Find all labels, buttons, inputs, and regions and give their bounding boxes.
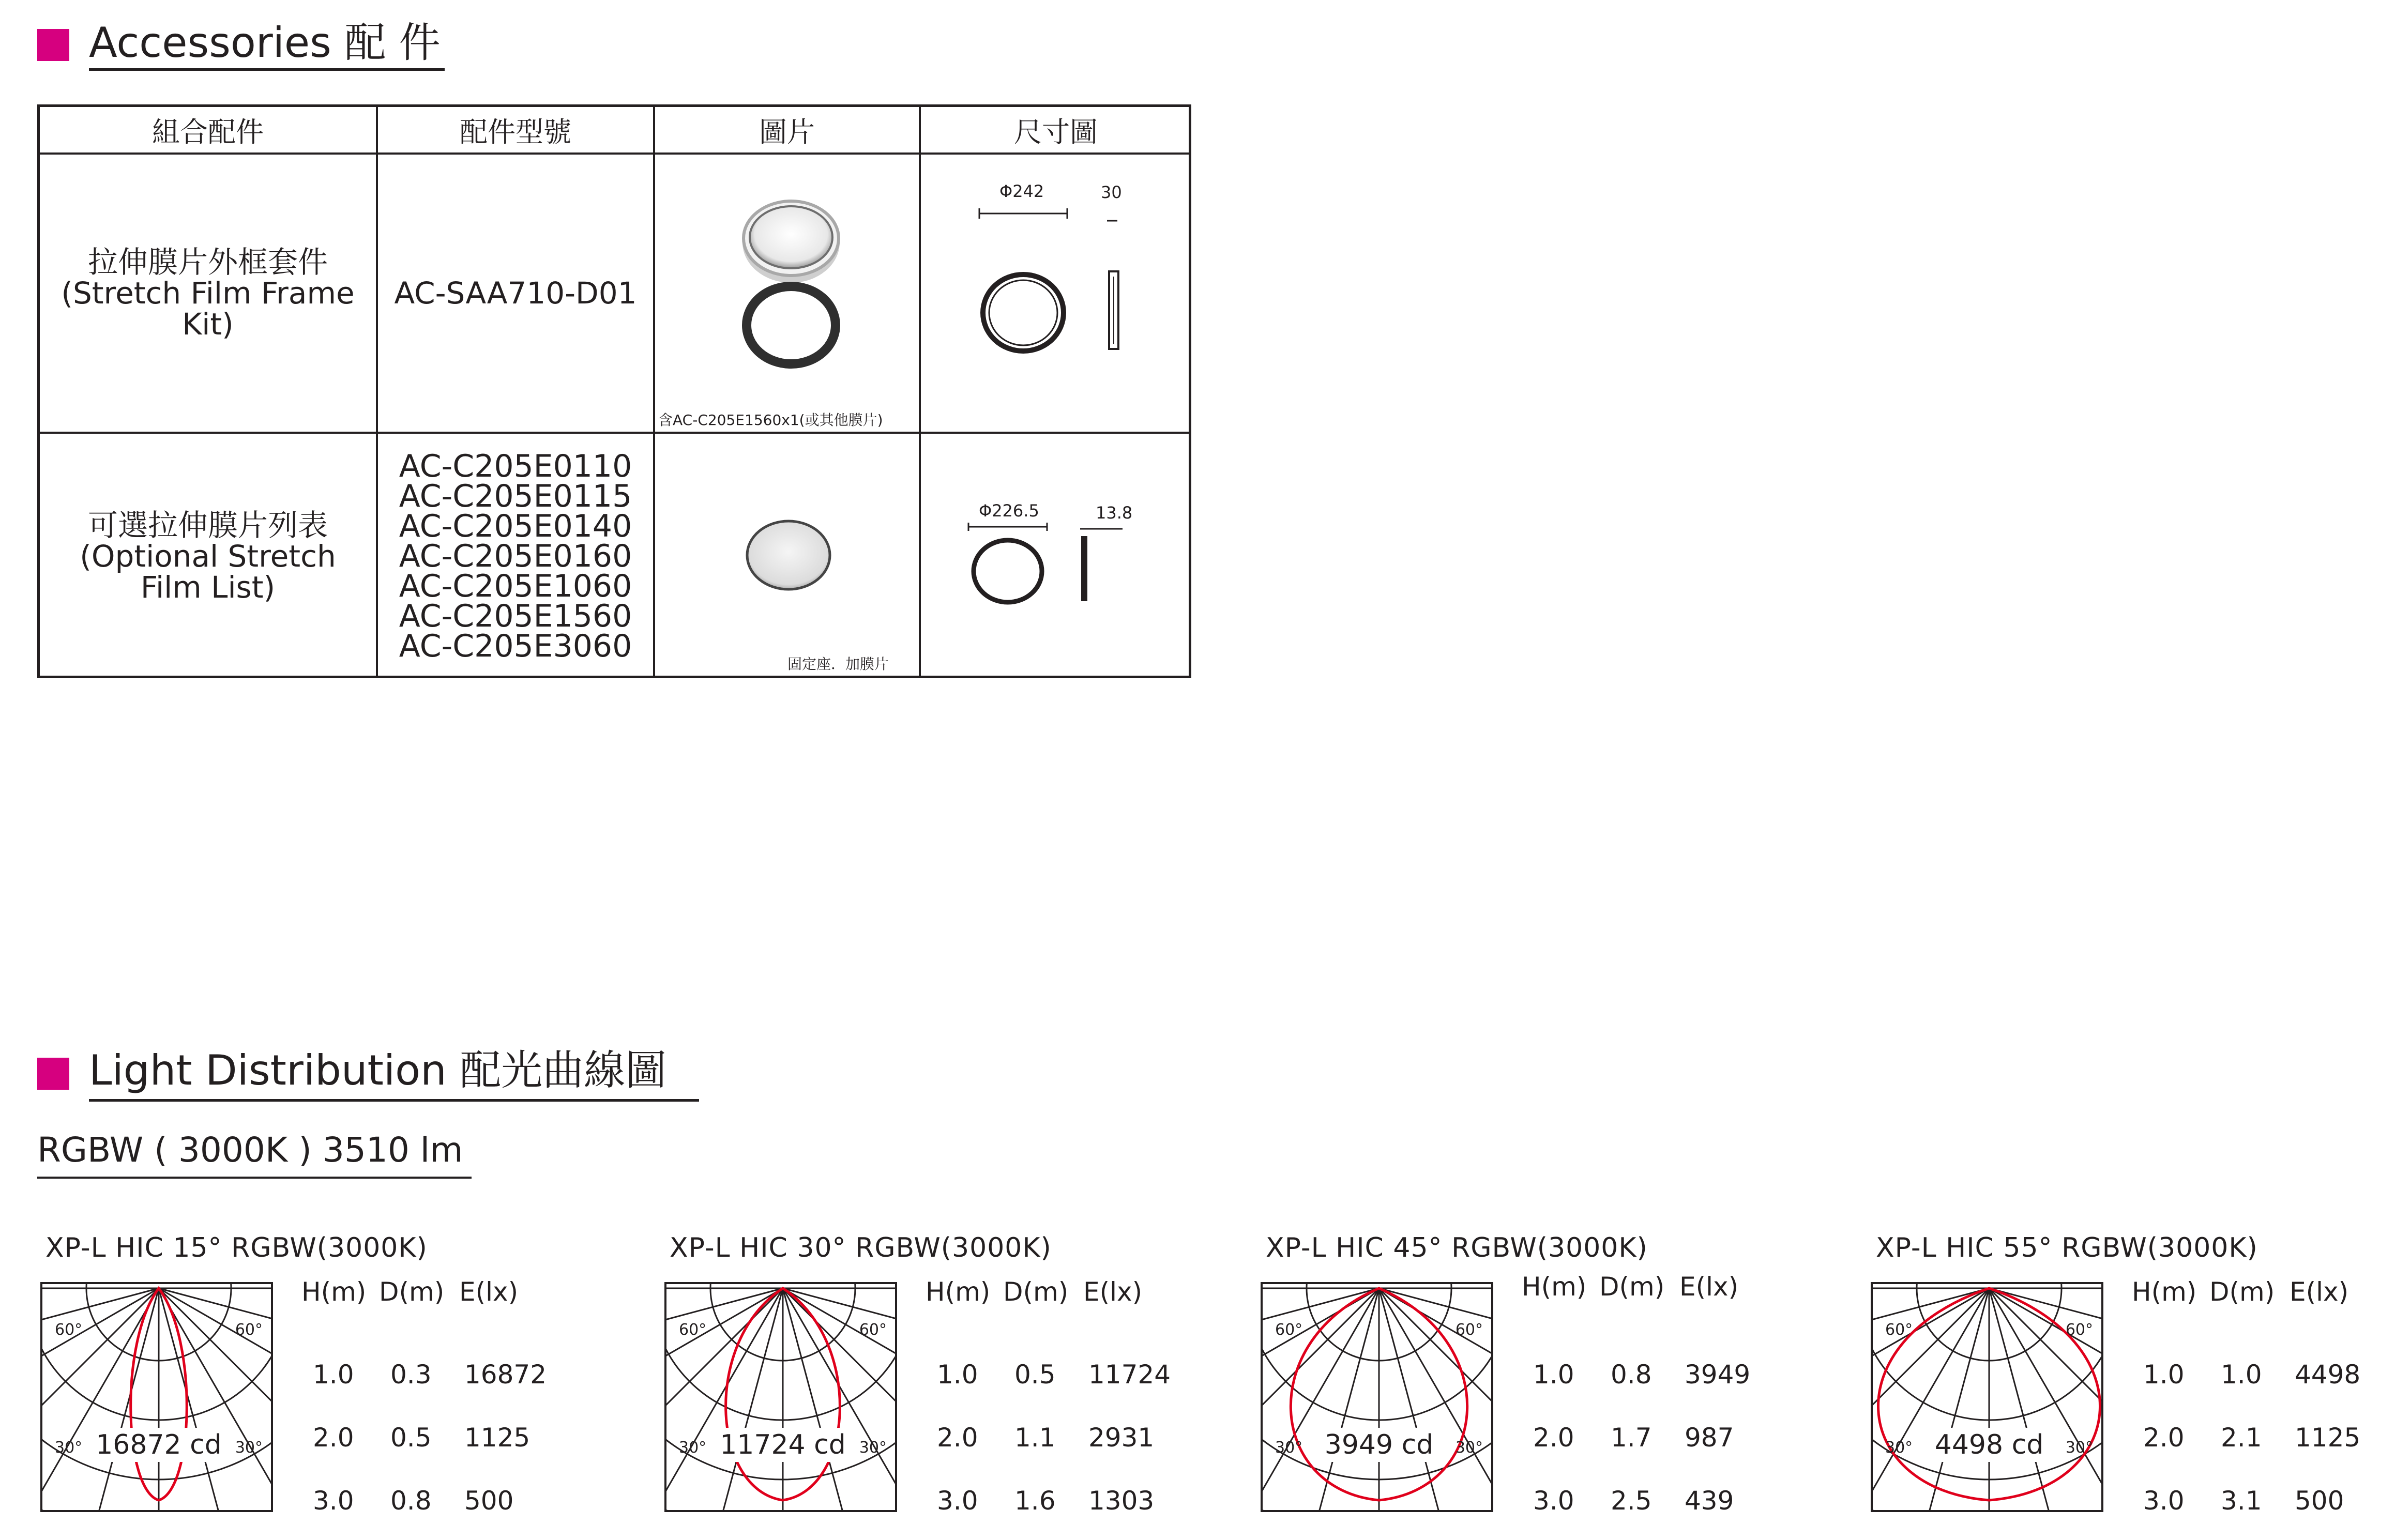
row2-picture bbox=[655, 434, 919, 678]
table-value: 3.0 bbox=[1533, 1486, 1574, 1516]
angle-label: 30° bbox=[1275, 1439, 1303, 1457]
chart-title: XP-L HIC 45° RGBW(3000K) bbox=[1266, 1232, 1648, 1263]
header-picture: 圖片 bbox=[759, 115, 815, 148]
table-value: 2.5 bbox=[1611, 1486, 1652, 1516]
chart-title: XP-L HIC 30° RGBW(3000K) bbox=[670, 1232, 1052, 1263]
peak-intensity-label: 11724 cd bbox=[720, 1429, 846, 1460]
row1-model: AC-SAA710-D01 bbox=[394, 276, 637, 311]
row2-name bbox=[40, 434, 376, 678]
model-item: AC-C205E1560 bbox=[399, 598, 632, 634]
table-value: 2931 bbox=[1088, 1423, 1155, 1453]
polar-grid-ring bbox=[1263, 1284, 1493, 1512]
row2-name-en: (Optional Stretch bbox=[80, 538, 336, 574]
row2-height-label: 13.8 bbox=[1096, 503, 1133, 523]
header-model: 配件型號 bbox=[460, 115, 571, 148]
polar-diagram bbox=[40, 1282, 273, 1512]
frame-kit-dimension-drawing bbox=[921, 155, 1191, 432]
light-distribution-title: Light Distribution 配光曲線圖 bbox=[89, 1046, 667, 1094]
angle-label: 30° bbox=[859, 1439, 887, 1457]
row2-name-en2: Film List) bbox=[140, 569, 276, 605]
table-value: 439 bbox=[1685, 1486, 1734, 1516]
stretch-film-image bbox=[655, 434, 919, 678]
column-header-illuminance: E(lx) bbox=[2290, 1277, 2349, 1307]
table-value: 500 bbox=[464, 1486, 514, 1516]
angle-label: 30° bbox=[1885, 1439, 1913, 1457]
column-header-distance: D(m) bbox=[2209, 1277, 2275, 1307]
row1-name-en: (Stretch Film Frame Kit) bbox=[61, 276, 355, 342]
table-value: 3.0 bbox=[313, 1486, 354, 1516]
table-value: 11724 bbox=[1088, 1360, 1171, 1390]
table-value: 0.5 bbox=[1014, 1360, 1056, 1390]
polar-grid-ring bbox=[42, 1284, 273, 1512]
chart-title: XP-L HIC 15° RGBW(3000K) bbox=[46, 1232, 428, 1263]
column-header-distance: D(m) bbox=[1003, 1277, 1069, 1307]
row2-models bbox=[378, 434, 653, 678]
angle-label: 60° bbox=[235, 1321, 263, 1339]
column-header-illuminance: E(lx) bbox=[459, 1277, 519, 1307]
row1-name bbox=[40, 155, 376, 432]
model-item: AC-C205E0140 bbox=[399, 508, 632, 544]
table-value: 1.1 bbox=[1014, 1423, 1056, 1453]
angle-label: 60° bbox=[679, 1321, 707, 1339]
column-header-height: H(m) bbox=[1522, 1272, 1587, 1302]
table-value: 2.0 bbox=[1533, 1423, 1574, 1453]
light-distribution-marker bbox=[37, 1058, 69, 1090]
table-value: 0.5 bbox=[390, 1423, 432, 1453]
stretch-film-dimension-drawing bbox=[921, 434, 1191, 678]
row1-diameter-label: Φ242 bbox=[999, 181, 1044, 201]
table-value: 3.0 bbox=[2143, 1486, 2185, 1516]
model-item: AC-C205E0115 bbox=[399, 478, 632, 514]
model-item: AC-C205E3060 bbox=[399, 628, 632, 664]
row2-picture-caption: 固定座．加膜片 bbox=[787, 655, 889, 673]
row2-diameter-label: Φ226.5 bbox=[979, 501, 1039, 521]
polar-grid-ring bbox=[1263, 1284, 1493, 1420]
polar-diagram-svg bbox=[1263, 1284, 1493, 1512]
angle-label: 30° bbox=[235, 1439, 263, 1457]
light-distribution-title-underline bbox=[89, 1099, 699, 1102]
model-item: AC-C205E0160 bbox=[399, 538, 632, 574]
angle-label: 30° bbox=[1455, 1439, 1483, 1457]
accessories-title: Accessories 配 件 bbox=[89, 19, 441, 67]
column-header-height: H(m) bbox=[926, 1277, 991, 1307]
polar-diagram bbox=[1261, 1282, 1493, 1512]
column-header-illuminance: E(lx) bbox=[1083, 1277, 1143, 1307]
table-value: 500 bbox=[2295, 1486, 2344, 1516]
angle-label: 30° bbox=[679, 1439, 707, 1457]
chart-title: XP-L HIC 55° RGBW(3000K) bbox=[1876, 1232, 2258, 1263]
polar-diagram-svg bbox=[666, 1284, 897, 1512]
accessories-table bbox=[37, 104, 1191, 678]
polar-grid-ring bbox=[1263, 1284, 1493, 1512]
column-header-distance: D(m) bbox=[379, 1277, 445, 1307]
angle-label: 60° bbox=[55, 1321, 83, 1339]
table-value: 1.0 bbox=[2221, 1360, 2262, 1390]
accessories-marker bbox=[37, 29, 69, 61]
polar-grid-ring bbox=[1873, 1284, 2103, 1512]
table-value: 1.0 bbox=[2143, 1360, 2185, 1390]
polar-grid-ring bbox=[1873, 1284, 2103, 1512]
polar-grid-ring bbox=[666, 1284, 897, 1512]
angle-label: 60° bbox=[1885, 1321, 1913, 1339]
model-item: AC-C205E1060 bbox=[399, 568, 632, 604]
table-value: 2.0 bbox=[2143, 1423, 2185, 1453]
table-value: 0.3 bbox=[390, 1360, 432, 1390]
angle-label: 60° bbox=[2065, 1321, 2093, 1339]
frame-kit-image bbox=[655, 155, 919, 432]
table-value: 2.0 bbox=[313, 1423, 354, 1453]
accessories-title-underline bbox=[89, 68, 445, 71]
table-value: 1125 bbox=[464, 1423, 530, 1453]
table-value: 4498 bbox=[2295, 1360, 2361, 1390]
table-value: 1125 bbox=[2295, 1423, 2361, 1453]
table-value: 0.8 bbox=[390, 1486, 432, 1516]
table-value: 0.8 bbox=[1611, 1360, 1652, 1390]
polar-grid-ring bbox=[42, 1284, 273, 1512]
row1-name-zh: 拉伸膜片外框套件 bbox=[87, 245, 328, 280]
polar-grid-ring bbox=[666, 1284, 897, 1512]
row1-picture bbox=[655, 155, 919, 432]
table-value: 16872 bbox=[464, 1360, 547, 1390]
column-header-height: H(m) bbox=[2132, 1277, 2197, 1307]
row1-dimension bbox=[921, 155, 1191, 432]
table-value: 2.0 bbox=[937, 1423, 978, 1453]
table-value: 3949 bbox=[1685, 1360, 1751, 1390]
polar-grid-ring bbox=[1873, 1284, 2103, 1420]
table-value: 2.1 bbox=[2221, 1423, 2262, 1453]
row2-dimension bbox=[921, 434, 1191, 678]
peak-intensity-label: 4498 cd bbox=[1934, 1429, 2044, 1460]
angle-label: 60° bbox=[859, 1321, 887, 1339]
row1-picture-caption: 含AC-C205E1560x1(或其他膜片) bbox=[658, 411, 883, 429]
polar-grid-ring bbox=[666, 1284, 897, 1420]
peak-intensity-label: 3949 cd bbox=[1324, 1429, 1434, 1460]
column-header-illuminance: E(lx) bbox=[1679, 1272, 1739, 1302]
table-value: 1.0 bbox=[1533, 1360, 1574, 1390]
column-header-distance: D(m) bbox=[1599, 1272, 1665, 1302]
table-value: 1303 bbox=[1088, 1486, 1155, 1516]
row2-name-zh: 可選拉伸膜片列表 bbox=[87, 507, 328, 543]
lumen-spec-underline bbox=[37, 1177, 472, 1179]
table-value: 1.0 bbox=[937, 1360, 978, 1390]
table-value: 3.0 bbox=[937, 1486, 978, 1516]
model-item: AC-C205E0110 bbox=[399, 448, 632, 484]
row1-height-label: 30 bbox=[1101, 182, 1122, 202]
angle-label: 30° bbox=[2065, 1439, 2093, 1457]
angle-label: 60° bbox=[1455, 1321, 1483, 1339]
polar-grid-ring bbox=[42, 1284, 273, 1420]
column-header-height: H(m) bbox=[301, 1277, 367, 1307]
lumen-spec: RGBW ( 3000K ) 3510 lm bbox=[37, 1130, 463, 1170]
table-value: 1.6 bbox=[1014, 1486, 1056, 1516]
table-value: 987 bbox=[1685, 1423, 1734, 1453]
table-value: 3.1 bbox=[2221, 1486, 2262, 1516]
polar-diagram-svg bbox=[1873, 1284, 2103, 1512]
header-dimension: 尺寸圖 bbox=[1014, 115, 1098, 148]
table-value: 1.0 bbox=[313, 1360, 354, 1390]
table-value: 1.7 bbox=[1611, 1423, 1652, 1453]
polar-diagram bbox=[1871, 1282, 2103, 1512]
angle-label: 30° bbox=[55, 1439, 83, 1457]
polar-diagram bbox=[664, 1282, 897, 1512]
polar-diagram-svg bbox=[42, 1284, 273, 1512]
angle-label: 60° bbox=[1275, 1321, 1303, 1339]
header-combo-accessory: 組合配件 bbox=[152, 115, 264, 148]
peak-intensity-label: 16872 cd bbox=[96, 1429, 222, 1460]
